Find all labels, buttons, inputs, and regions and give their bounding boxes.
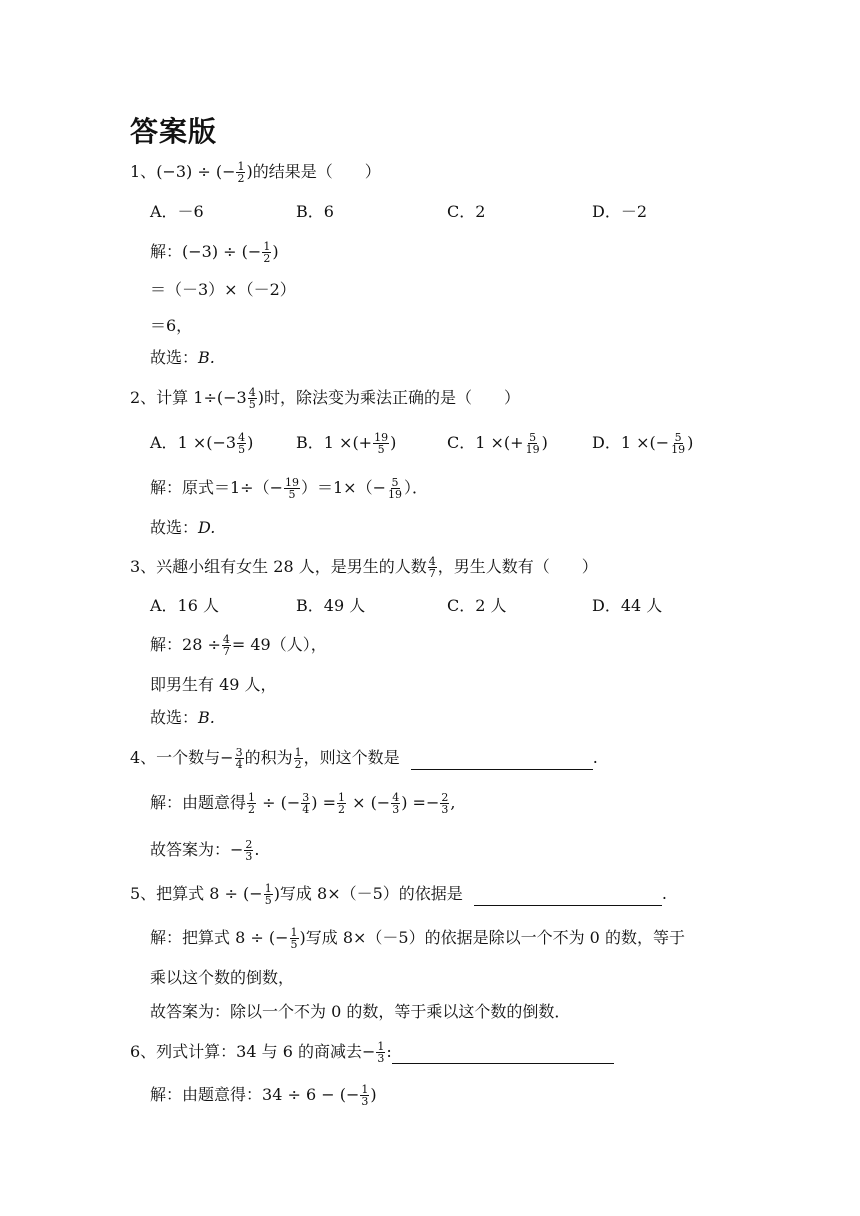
question-1-stem: 1、(−3) ÷ (− $\frac{1}{2}$ )的结果是（ ）	[130, 160, 381, 185]
fraction: $\frac{2}{3}$	[245, 838, 253, 863]
answer-blank	[474, 887, 662, 906]
fraction: $\frac{4}{3}$	[392, 791, 400, 816]
fraction: $\frac{1}{5}$	[290, 926, 298, 951]
q1-solution-line-1: 解：(−3) ÷ (− $\frac{1}{2}$ )	[150, 240, 279, 265]
q1-solution-line-3: ＝6，	[150, 316, 193, 335]
fraction: $\frac{19}{5}$	[374, 431, 389, 456]
fraction: $\frac{1}{2}$	[337, 791, 345, 816]
fraction: $\frac{1}{2}$	[237, 160, 245, 185]
fraction: $\frac{3}{4}$	[302, 791, 310, 816]
q3-solution-line-2: 即男生有 49 人，	[150, 675, 277, 694]
q2-solution: 解：原式＝1÷（− $\frac{19}{5}$ ）＝1×（− $\frac{5}{19}$ ）．	[150, 476, 429, 501]
q1-option-c: C．2	[447, 202, 486, 221]
q2-option-d: D．1 ×(− $\frac{5}{19}$ )	[592, 431, 694, 456]
fraction: $\frac{1}{2}$	[294, 746, 302, 771]
q2-option-b: B．1 ×(+ $\frac{19}{5}$ )	[296, 431, 397, 456]
fraction: $\frac{1}{3}$	[361, 1083, 369, 1108]
question-3-stem: 3、兴趣小组有女生 28 人，是男生的人数 $\frac{4}{7}$ ，男生人数有（ ）	[130, 555, 598, 580]
q1-option-b: B．6	[296, 202, 334, 221]
fraction: $\frac{4}{5}$	[248, 386, 256, 411]
answer-blank	[392, 1045, 614, 1064]
q3-option-c: C．2 人	[447, 596, 507, 615]
q4-solution: 解：由题意得 $\frac{1}{2}$ ÷ (− $\frac{3}{4}$ ) = $\frac{1}{2}$ × (− $\frac{4}{3}$ ) =− $\frac{2}{3}$ ,	[150, 791, 456, 816]
q6-solution: 解：由题意得：34 ÷ 6 − (− $\frac{1}{3}$ )	[150, 1083, 377, 1108]
fraction: $\frac{2}{3}$	[441, 791, 449, 816]
q2-option-c: C．1 ×(+ $\frac{5}{19}$ )	[447, 431, 548, 456]
q5-answer: 故答案为：除以一个不为 0 的数，等于乘以这个数的倒数．	[150, 1002, 571, 1021]
fraction: $\frac{1}{3}$	[377, 1040, 385, 1065]
q5-solution-line-1: 解：把算式 8 ÷ (− $\frac{1}{5}$ )写成 8×（－5）的依据是除以一个不为 0 的数，等于	[150, 926, 685, 951]
q1-answer: 故选：B.	[150, 348, 215, 367]
q1-option-a: A．－6	[150, 202, 204, 221]
fraction: $\frac{5}{19}$	[671, 431, 686, 456]
q3-option-b: B．49 人	[296, 596, 366, 615]
q3-option-a: A．16 人	[150, 596, 220, 615]
fraction: $\frac{1}{2}$	[248, 791, 256, 816]
q3-option-d: D．44 人	[592, 596, 663, 615]
answer-blank	[411, 751, 593, 770]
page-title: 答案版	[130, 115, 218, 148]
fraction: $\frac{4}{7}$	[222, 633, 230, 658]
fraction: $\frac{5}{19}$	[388, 476, 402, 501]
q1-option-d: D．－2	[592, 202, 648, 221]
fraction: $\frac{1}{5}$	[264, 882, 272, 907]
fraction: $\frac{4}{7}$	[428, 555, 436, 580]
question-4-stem: 4、一个数与− $\frac{3}{4}$ 的积为 $\frac{1}{2}$ ，则这个数是 .	[130, 746, 598, 771]
q2-answer: 故选：D.	[150, 518, 216, 537]
q1-solution-line-2: ＝（－3）×（－2）	[150, 280, 296, 299]
q4-answer: 故答案为：− $\frac{2}{3}$ .	[150, 838, 260, 863]
q2-option-a: A．1 ×(−3 $\frac{4}{5}$ )	[150, 431, 254, 456]
question-5-stem: 5、把算式 8 ÷ (− $\frac{1}{5}$ )写成 8×（－5）的依据是 .	[130, 882, 667, 907]
q3-solution-line-1: 解：28 ÷ $\frac{4}{7}$ = 49（人），	[150, 633, 327, 658]
fraction: $\frac{5}{19}$	[525, 431, 540, 456]
question-6-stem: 6、列式计算：34 与 6 的商减去− $\frac{1}{3}$ :	[130, 1040, 614, 1064]
fraction: $\frac{1}{2}$	[263, 240, 271, 265]
fraction: $\frac{3}{4}$	[235, 746, 243, 771]
q3-answer: 故选：B.	[150, 708, 215, 727]
question-2-stem: 2、计算 1÷(−3 $\frac{4}{5}$ )时，除法变为乘法正确的是（ ）	[130, 386, 520, 411]
q5-solution-line-2: 乘以这个数的倒数，	[150, 968, 295, 987]
fraction: $\frac{4}{5}$	[238, 431, 246, 456]
fraction: $\frac{19}{5}$	[285, 476, 299, 501]
